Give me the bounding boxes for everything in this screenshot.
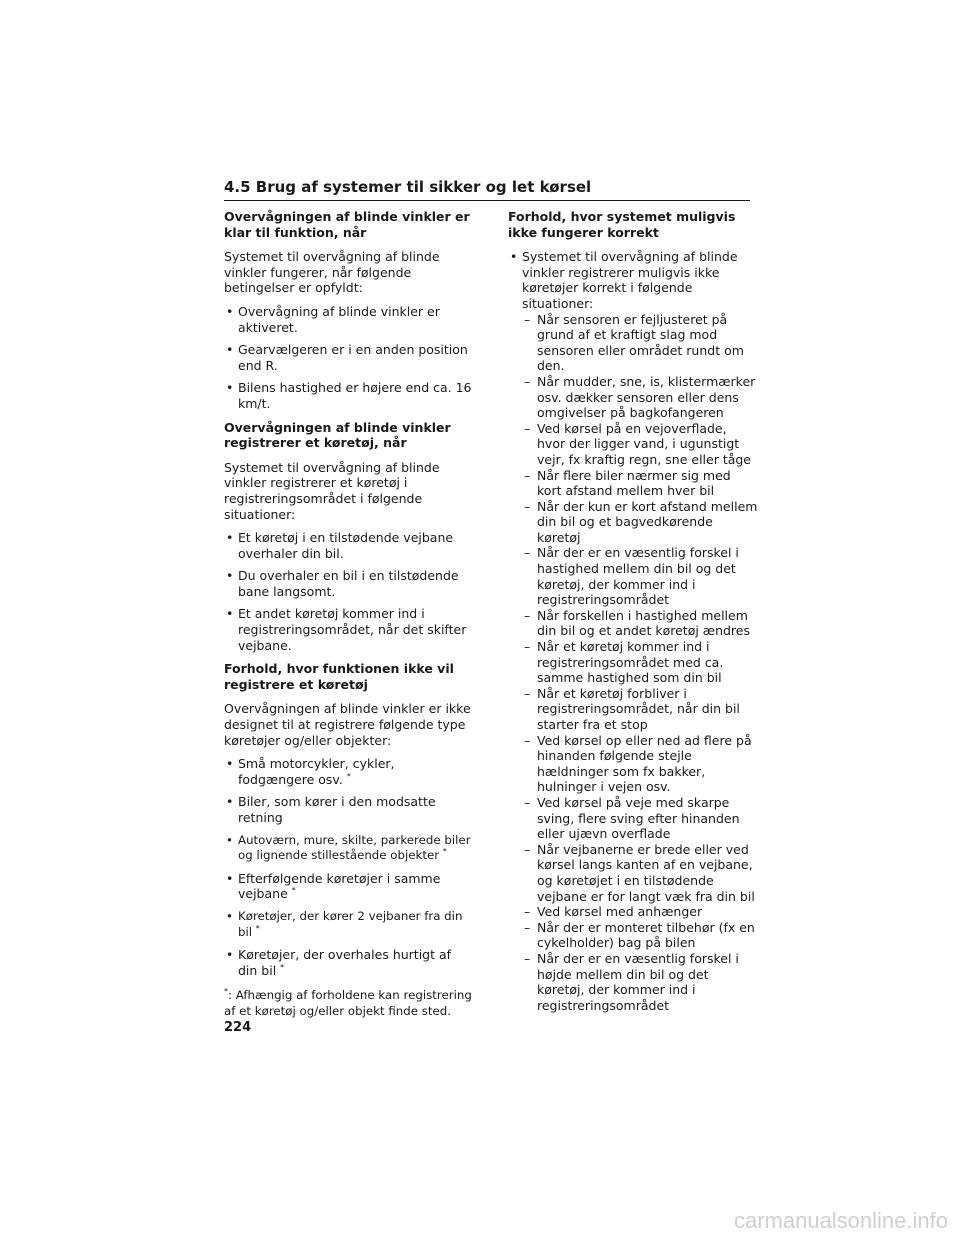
list-not-detect <box>224 756 472 978</box>
sub-item: – Når der kun er kort afstand mellem din bil og et bagvedkørende køretøj <box>524 499 758 546</box>
intro-detects: Systemet til overvågning af blinde vinkler registrerer et køretøj i registreringsområdet i følgende situationer: <box>224 459 440 522</box>
right-column <box>508 209 758 1021</box>
section-header: 4.5 Brug af systemer til sikker og let kørsel <box>224 177 750 201</box>
sub-item: – Når vejbanerne er brede eller ved kørsel langs kanten af en vejbane, og køretøjet i en tilstødende vejbane er for langt væk fra din bil <box>524 842 758 904</box>
heading-ready: Overvågningen af blinde vinkler er klar til funktion, når <box>224 209 470 240</box>
sub-item: – Når et køretøj kommer ind i registreringsområdet med ca. samme hastighed som din bil <box>524 639 758 686</box>
list-item: • Køretøjer, der kører 2 vejbaner fra din bil * <box>224 909 472 940</box>
sub-item: – Ved kørsel på veje med skarpe sving, flere sving efter hinanden eller ujævn overflade <box>524 795 758 842</box>
list-item: • Køretøjer, der overhales hurtigt af din bil * <box>224 947 472 978</box>
sub-item: – Ved kørsel på en vejoverflade, hvor der ligger vand, i ugunstigt vejr, fx kraftig regn, sne eller tåge <box>524 421 758 468</box>
sub-item: – Når mudder, sne, is, klistermærker osv. dækker sensoren eller dens omgivelser på bagkofangeren <box>524 374 758 421</box>
list-item: • Autoværn, mure, skilte, parkerede biler og lignende stillestående objekter * <box>224 833 472 864</box>
list-item: • Gearvælgeren er i en anden position end R. <box>224 342 472 373</box>
left-column <box>224 209 472 1020</box>
sub-item: – Når et køretøj forbliver i registreringsområdet, når din bil starter fra et stop <box>524 686 758 733</box>
footnote: *: Afhængig af forholdene kan registrering af et køretøj og/eller objekt finde sted. <box>224 987 472 1018</box>
list-item: • Bilens hastighed er højere end ca. 16 km/t. <box>224 380 472 411</box>
intro-not-detect: Overvågningen af blinde vinkler er ikke designet til at registrere følgende type køretøjer og/eller objekter: <box>224 701 471 748</box>
heading-detects: Overvågningen af blinde vinkler registrerer et køretøj, når <box>224 419 451 451</box>
list-ready <box>224 304 472 412</box>
sub-item: – Når der er monteret tilbehør (fx en cykelholder) bag på bilen <box>524 920 758 951</box>
page-number: 224 <box>224 1020 252 1035</box>
list-detects <box>224 530 472 653</box>
sub-item: – Når sensoren er fejljusteret på grund af et kraftigt slag mod sensoren eller området rundt om den. <box>524 312 758 374</box>
sub-item: – Når forskellen i hastighed mellem din bil og et andet køretøj ændres <box>524 608 758 639</box>
list-item: • Du overhaler en bil i en tilstødende bane langsomt. <box>224 568 472 599</box>
list-item: • Et køretøj i en tilstødende vejbane overhaler din bil. <box>224 530 472 561</box>
watermark: carmanualsonline.info <box>733 1208 948 1233</box>
heading-not-detect: Forhold, hvor funktionen ikke vil registrere et køretøj <box>224 661 454 692</box>
list-item: • Et andet køretøj kommer ind i registreringsområdet, når det skifter vejbane. <box>224 606 472 653</box>
sub-item: – Når der er en væsentlig forskel i højde mellem din bil og det køretøj, der kommer ind i registreringsområdet <box>524 951 758 1013</box>
list-item: • Efterfølgende køretøjer i samme vejbane * <box>224 871 472 902</box>
list-item: • Systemet til overvågning af blinde vinkler registrerer muligvis ikke køretøjer korrekt i følgende situationer: – Når sensoren er fejljusteret på grund af et kraftigt slag mod sensoren eller området rundt om den. – Når mudder, sne, is, klistermærker osv. dækker sensoren eller dens omgivelser på bagkofangeren – Ved kørsel på en vejoverflade, hvor der ligger vand, i ugunstigt vejr, fx kraftig regn, sne eller tåge – Når flere biler nærmer sig med kort afstand mellem hver bil – Når der kun er kort afstand mellem din bil og et bagvedkørende køretøj – Når der er en væsentlig forskel i hastighed mellem din bil og det køretøj, der kommer ind i registreringsområdet – Når forskellen i hastighed mellem din bil og et andet køretøj ændres – Når et køretøj kommer ind i registreringsområdet med ca. samme hastighed som din bil – Når et køretøj forbliver i registreringsområdet, når din bil starter fra et stop – Ved kørsel op eller ned ad flere på hinanden følgende stejle hældninger som fx bakker, hulninger i vejen osv. – Ved kørsel på veje med skarpe sving, flere sving efter hinanden eller ujævn overflade – Når vejbanerne er brede eller ved kørsel langs kanten af en vejbane, og køretøjet i en tilstødende vejbane er for langt væk fra din bil – Ved kørsel med anhænger – Når der er monteret tilbehør (fx en cykelholder) bag på bilen – Når der er en væsentlig forskel i højde mellem din bil og det køretøj, der kommer ind i registreringsområdet <box>508 249 758 1013</box>
sub-item: – Når flere biler nærmer sig med kort afstand mellem hver bil <box>524 468 758 499</box>
sub-item: – Når der er en væsentlig forskel i hastighed mellem din bil og det køretøj, der kommer ind i registreringsområdet <box>524 545 758 607</box>
sub-list <box>522 312 758 1014</box>
list-item: • Små motorcykler, cykler, fodgængere osv. * <box>224 756 472 787</box>
list-item: • Biler, som kører i den modsatte retning <box>224 794 472 825</box>
heading-limitations: Forhold, hvor systemet muligvis ikke fungerer korrekt <box>508 209 736 240</box>
sub-item: – Ved kørsel med anhænger <box>524 904 758 920</box>
intro-ready: Systemet til overvågning af blinde vinkler fungerer, når følgende betingelser er opfyldt: <box>224 249 440 296</box>
sub-item: – Ved kørsel op eller ned ad flere på hinanden følgende stejle hældninger som fx bakker, hulninger i vejen osv. <box>524 733 758 795</box>
list-limitations <box>508 249 758 1013</box>
list-item: • Overvågning af blinde vinkler er aktiveret. <box>224 304 472 335</box>
